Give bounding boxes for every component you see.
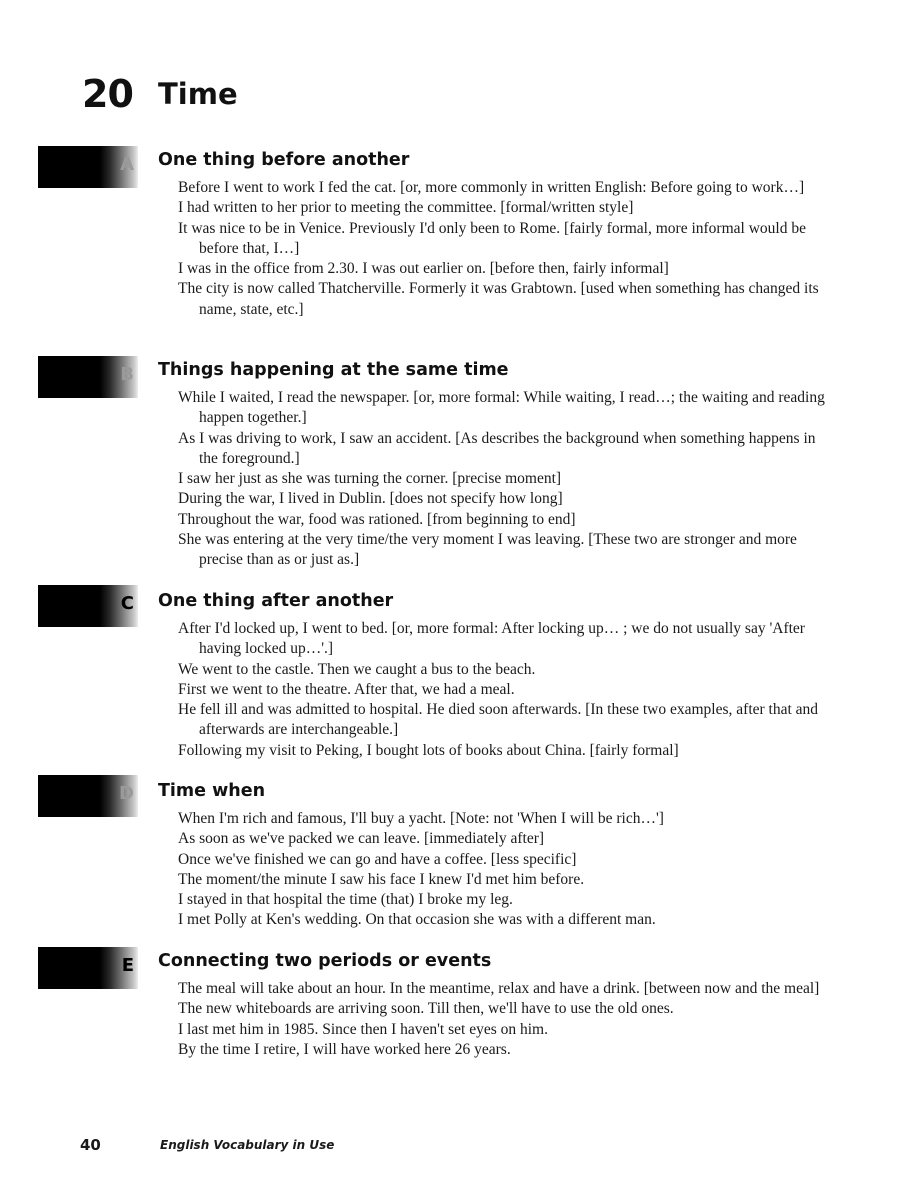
example-sentence: The new whiteboards are arriving soon. Till then, we'll have to use the old ones. xyxy=(178,1000,674,1018)
example-sentence: First we went to the theatre. After that, we had a meal. xyxy=(178,680,515,698)
unit-title: Time xyxy=(158,77,238,111)
section-marker xyxy=(38,947,138,989)
example-sentence: Throughout the war, food was rationed. [from beginning to end] xyxy=(178,510,576,528)
example-sentence: Before I went to work I fed the cat. [or, more commonly in written English: Before going to work…] xyxy=(178,179,805,196)
example-sentence: When I'm rich and famous, I'll buy a yacht. [Note: not 'When I will be rich…'] xyxy=(178,810,664,827)
example-sentence: I last met him in 1985. Since then I haven't set eyes on him. xyxy=(178,1020,548,1038)
section-letter: B xyxy=(120,364,134,385)
example-list xyxy=(178,619,838,761)
example-sentence: I met Polly at Ken's wedding. On that occasion she was with a different man. xyxy=(178,911,656,929)
example-sentence: The meal will take about an hour. In the meantime, relax and have a drink. [between now and the meal] xyxy=(178,980,820,997)
example-sentence: While I waited, I read the newspaper. [or, more formal: While waiting, I read…; the waiting and reading happen together.] xyxy=(178,389,825,427)
example-sentence: During the war, I lived in Dublin. [does not specify how long] xyxy=(178,490,563,508)
example-sentence: Following my visit to Peking, I bought lots of books about China. [fairly formal] xyxy=(178,741,679,759)
section-heading: Things happening at the same time xyxy=(158,360,509,380)
section-heading: One thing after another xyxy=(158,591,394,611)
unit-header xyxy=(82,72,238,116)
example-sentence: We went to the castle. Then we caught a bus to the beach. xyxy=(178,660,536,678)
page-number: 40 xyxy=(80,1136,101,1154)
example-sentence: As soon as we've packed we can leave. [immediately after] xyxy=(178,830,545,848)
example-sentence: I stayed in that hospital the time (that) I broke my leg. xyxy=(178,891,513,909)
book-title: English Vocabulary in Use xyxy=(160,1138,335,1152)
section-heading: Connecting two periods or events xyxy=(158,951,492,971)
example-list xyxy=(178,809,838,931)
example-sentence: I saw her just as she was turning the corner. [precise moment] xyxy=(178,470,562,488)
example-list xyxy=(178,388,838,571)
example-sentence: He fell ill and was admitted to hospital. He died soon afterwards. [In these two examples, after that and afterwards are interchangeable.] xyxy=(178,701,819,739)
section-letter: D xyxy=(119,783,134,804)
section-letter: C xyxy=(120,593,134,614)
example-sentence: The moment/the minute I saw his face I knew I'd met him before. xyxy=(178,870,585,888)
section-marker xyxy=(38,585,138,627)
section-heading: Time when xyxy=(158,781,266,801)
section-marker xyxy=(38,146,138,188)
example-sentence: I had written to her prior to meeting the committee. [formal/written style] xyxy=(178,199,634,217)
example-sentence: As I was driving to work, I saw an accident. [As describes the background when something happens in the foreground.] xyxy=(178,429,816,467)
example-sentence: After I'd locked up, I went to bed. [or, more formal: After locking up… ; we do not usually say 'After having locked up…'.] xyxy=(178,620,805,658)
example-sentence: She was entering at the very time/the very moment I was leaving. [These two are stronger and more precise than as or just as.] xyxy=(178,531,797,569)
section-marker xyxy=(38,775,138,817)
example-list xyxy=(178,178,838,320)
example-sentence: The city is now called Thatcherville. Formerly it was Grabtown. [used when something has changed its name, state, etc.] xyxy=(178,280,819,318)
section-letter: E xyxy=(121,955,134,976)
section-marker xyxy=(38,356,138,398)
example-sentence: Once we've finished we can go and have a coffee. [less specific] xyxy=(178,850,577,868)
section-heading: One thing before another xyxy=(158,150,410,170)
section-letter: A xyxy=(120,154,134,175)
example-sentence: By the time I retire, I will have worked here 26 years. xyxy=(178,1040,511,1058)
example-sentence: It was nice to be in Venice. Previously I'd only been to Rome. [fairly formal, more informal would be before that, I…] xyxy=(178,219,806,257)
example-list xyxy=(178,979,838,1060)
example-sentence: I was in the office from 2.30. I was out earlier on. [before then, fairly informal] xyxy=(178,260,669,278)
unit-number: 20 xyxy=(82,72,133,116)
